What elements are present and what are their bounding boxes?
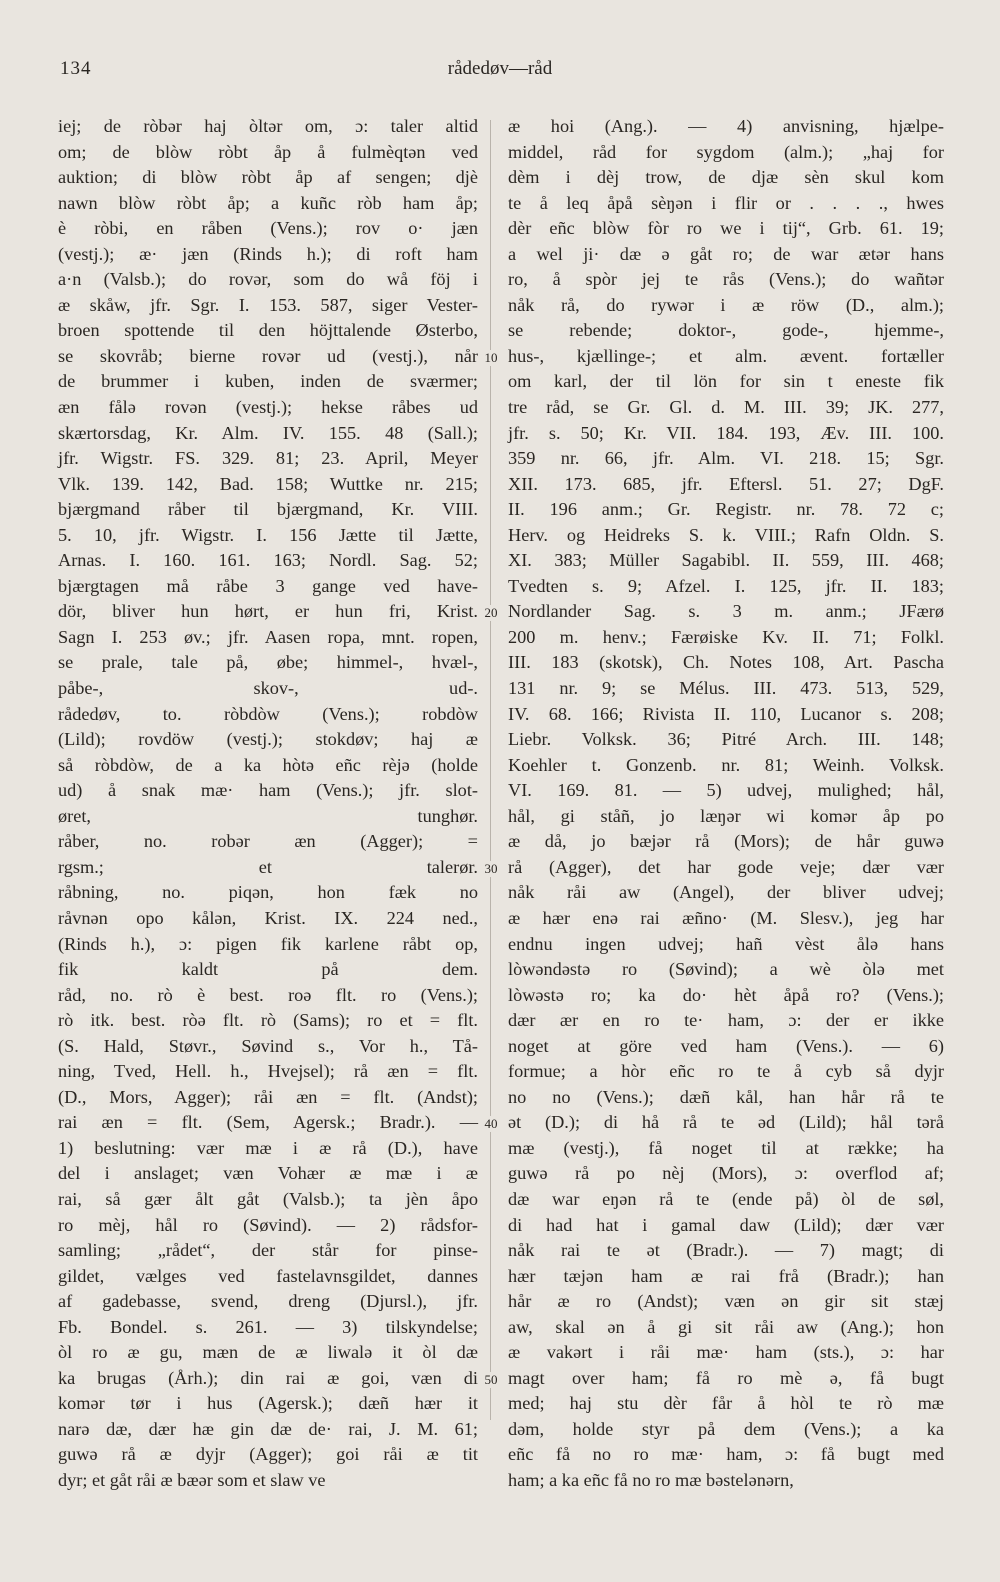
text-line: eñc få no ro mæ· ham, ɔ: få bugt med: [508, 1444, 944, 1465]
text-line: ham; a ka eñc få no ro mæ bəstelənərn,: [508, 1469, 794, 1490]
text-line: æ skåw, jfr. Sgr. I. 153. 587, siger Vester-: [58, 294, 478, 315]
text-line: dær ær en ro te· ham, ɔ: der er ikke: [508, 1010, 944, 1031]
text-line: Fb. Bondel. s. 261. — 3) tilskyndelse;: [58, 1316, 478, 1337]
text-line: òl ro æ gu, mæn de æ liwalə it òl dæ: [58, 1342, 478, 1363]
text-line: rò itk. best. ròə flt. rò (Sams); ro et = flt.: [58, 1010, 478, 1031]
text-line: jfr. s. 50; Kr. VII. 184. 193, Æv. III. 100.: [508, 422, 944, 443]
text-line: Nordlander Sag. s. 3 m. anm.; JFærø: [508, 601, 944, 622]
page-number: 134: [60, 58, 92, 79]
text-line: råbning, no. piqən, hon fæk no: [58, 882, 478, 903]
left-column: [58, 114, 478, 1494]
text-line: hål, gi ståñ, jo læŋər wi komər åp po: [508, 805, 944, 826]
text-line: (Rinds h.), ɔ: pigen fik karlene råbt op,: [58, 933, 478, 954]
text-line: no no (Vens.); dæñ kål, han hår rå te: [508, 1086, 944, 1107]
text-line: magt over ham; få ro mè ə, få bugt: [508, 1367, 944, 1388]
text-line: (vestj.); æ· jæn (Rinds h.); di roft ham: [58, 243, 478, 264]
text-line: påbe-, skov-, ud-.: [58, 678, 478, 699]
text-line: samling; „rådet“, der står for pinse-: [58, 1240, 478, 1261]
text-line: bjærgmand råber til bjærgmand, Kr. VIII.: [58, 499, 478, 520]
text-line: guwə rå æ dyjr (Agger); goi råi æ tit: [58, 1444, 478, 1465]
text-line: råd, no. rò è best. roə flt. ro (Vens.);: [58, 984, 478, 1005]
text-line: nåk rå, do rywər i æ röw (D., alm.);: [508, 294, 944, 315]
text-line: middel, råd for sygdom (alm.); „haj for: [508, 141, 944, 162]
line-number: 30: [479, 861, 503, 877]
text-line: (Lild); rovdöw (vestj.); stokdøv; haj æ: [58, 729, 478, 750]
text-line: dəm, holde styr på dem (Vens.); a ka: [508, 1418, 944, 1439]
text-line: nawn blòw ròbt åp; a kuñc ròb ham åp;: [58, 192, 478, 213]
text-line: æ då, jo bæjər rå (Mors); de hår guwə: [508, 831, 944, 852]
text-line: Herv. og Heidreks S. k. VIII.; Rafn Oldn. S.: [508, 524, 944, 545]
text-line: 200 m. henv.; Færøiske Kv. II. 71; Folkl.: [508, 626, 944, 647]
line-number: 40: [479, 1116, 503, 1132]
text-line: øret, tunghør.: [58, 805, 478, 826]
text-line: se skovråb; bierne rovər ud (vestj.), når: [58, 345, 478, 366]
text-line: Arnas. I. 160. 161. 163; Nordl. Sag. 52;: [58, 550, 478, 571]
text-line: aw, skal ən å gi sit råi aw (Ang.); hon: [508, 1316, 944, 1337]
text-line: guwə rå po nèj (Mors), ɔ: overflod af;: [508, 1163, 944, 1184]
text-line: del i anslaget; væn Vohær æ mæ i æ: [58, 1163, 478, 1184]
text-line: IV. 68. 166; Rivista II. 110, Lucanor s. 208;: [508, 703, 944, 724]
text-line: om; de blòw ròbt åp å fulmèqtən ved: [58, 141, 478, 162]
text-line: se prale, tale på, øbe; himmel-, hvæl-,: [58, 652, 478, 673]
text-line: (D., Mors, Agger); råi æn = flt. (Andst);: [58, 1086, 478, 1107]
text-line: mæ (vestj.), få noget til at række; ha: [508, 1137, 944, 1158]
text-line: auktion; di blòw ròbt åp af sengen; djè: [58, 167, 478, 188]
text-line: dyr; et gåt råi æ bæər som et slaw ve: [58, 1469, 326, 1490]
text-line: rai æn = flt. (Sem, Agersk.; Bradr.). —: [58, 1112, 478, 1133]
text-line: æ hoi (Ang.). — 4) anvisning, hjælpe-: [508, 116, 944, 136]
text-line: nåk rai te ət (Bradr.). — 7) magt; di: [508, 1240, 944, 1261]
text-line: Sagn I. 253 øv.; jfr. Aasen ropa, mnt. ropen,: [58, 626, 478, 647]
text-line: lòwəstə ro; ka do· hèt åpå ro? (Vens.);: [508, 984, 944, 1005]
text-line: nåk råi aw (Angel), der bliver udvej;: [508, 882, 944, 903]
line-number: 20: [479, 605, 503, 621]
text-line: è ròbi, en råben (Vens.); rov o· jæn: [58, 218, 478, 239]
text-line: lòwəndəstə ro (Søvind); a wè òlə met: [508, 959, 944, 980]
text-line: endnu ingen udvej; hañ vèst ålə hans: [508, 933, 944, 954]
text-line: XII. 173. 685, jfr. Eftersl. 51. 27; DgF.: [508, 473, 944, 494]
text-line: dèr eñc blòw fòr ro we i tij“, Grb. 61. 19;: [508, 218, 944, 239]
column-divider: [490, 120, 491, 1420]
text-line: æ hær enə rai æñno· (M. Slesv.), jeg har: [508, 907, 944, 928]
text-line: formue; a hòr eñc ro te å cyb så dyjr: [508, 1061, 944, 1082]
text-line: fik kaldt på dem.: [58, 959, 478, 980]
text-line: (S. Hald, Støvr., Søvind s., Vor h., Tå-: [58, 1035, 478, 1056]
text-line: komər tør i hus (Agersk.); dæñ hær it: [58, 1393, 478, 1414]
text-line: skærtorsdag, Kr. Alm. IV. 155. 48 (Sall.);: [58, 422, 478, 443]
text-line: 131 nr. 9; se Mélus. III. 473. 513, 529,: [508, 678, 944, 699]
text-line: Vlk. 139. 142, Bad. 158; Wuttke nr. 215;: [58, 473, 478, 494]
text-line: tre råd, se Gr. Gl. d. M. III. 39; JK. 277,: [508, 397, 944, 418]
text-line: hær tæjən ham æ rai frå (Bradr.); han: [508, 1265, 944, 1286]
text-line: ro, å spòr jej te rås (Vens.); do wañtər: [508, 269, 944, 290]
text-line: om karl, der til lön for sin t eneste fik: [508, 371, 944, 392]
text-line: II. 196 anm.; Gr. Registr. nr. 78. 72 c;: [508, 499, 944, 520]
text-line: te å leq åpå sèŋən i flir or . . . ., hwes: [508, 192, 944, 213]
text-line: VI. 169. 81. — 5) udvej, mulighed; hål,: [508, 780, 944, 801]
text-line: af gadebasse, svend, dreng (Djursl.), jfr.: [58, 1291, 478, 1312]
text-line: Tvedten s. 9; Afzel. I. 125, jfr. II. 183;: [508, 575, 944, 596]
text-line: di had hat i gamal daw (Lild); dær vær: [508, 1214, 944, 1235]
page-header: [60, 58, 940, 88]
text-line: ning, Tved, Hell. h., Hvejsel); rå æn = flt.: [58, 1061, 478, 1082]
text-line: råber, no. robər æn (Agger); =: [58, 831, 478, 852]
text-line: 359 nr. 66, jfr. Alm. VI. 218. 15; Sgr.: [508, 448, 944, 469]
text-line: rai, så gær ålt gåt (Valsb.); ta jèn åpo: [58, 1188, 478, 1209]
text-line: 5. 10, jfr. Wigstr. I. 156 Jætte til Jætte,: [58, 524, 478, 545]
text-line: XI. 383; Müller Sagabibl. II. 559, III. 468;: [508, 550, 944, 571]
text-line: Liebr. Volksk. 36; Pitré Arch. III. 148;: [508, 729, 944, 750]
text-line: gildet, vælges ved fastelavnsgildet, dannes: [58, 1265, 478, 1286]
text-line: så ròbdòw, de a ka hòtə eñc rèjə (holde: [58, 754, 478, 775]
text-line: se rebende; doktor-, gode-, hjemme-,: [508, 320, 944, 341]
text-line: rådedøv, to. ròbdòw (Vens.); robdòw: [58, 703, 478, 724]
text-line: ət (D.); di hå rå te əd (Lild); hål tərå: [508, 1112, 944, 1133]
text-line: æ vakərt i råi mæ· ham (sts.), ɔ: har: [508, 1342, 944, 1363]
text-line: jfr. Wigstr. FS. 329. 81; 23. April, Meyer: [58, 448, 478, 469]
text-line: ro mèj, hål ro (Søvind). — 2) rådsfor-: [58, 1214, 478, 1235]
text-line: dèm i dèj trow, de djæ sèn skul kom: [508, 167, 944, 188]
text-line: Koehler t. Gonzenb. nr. 81; Weinh. Volksk.: [508, 754, 944, 775]
text-line: æn fålə rovən (vestj.); hekse råbes ud: [58, 397, 478, 418]
text-line: a wel ji· dæ ə gåt ro; de war ætər hans: [508, 243, 944, 264]
line-number: 10: [479, 350, 503, 366]
text-line: rå (Agger), det har gode veje; dær vær: [508, 856, 944, 877]
text-line: råvnən opo kålən, Krist. IX. 224 ned.,: [58, 907, 478, 928]
text-line: narə dæ, dær hæ gin dæ de· rai, J. M. 61;: [58, 1418, 478, 1439]
text-line: III. 183 (skotsk), Ch. Notes 108, Art. Pascha: [508, 652, 944, 673]
text-line: de brummer i kuben, inden de sværmer;: [58, 371, 478, 392]
text-line: hår æ ro (Andst); væn ən gir sit stæj: [508, 1291, 944, 1312]
right-column: [508, 114, 944, 1494]
text-line: dör, bliver hun hørt, er hun fri, Krist.: [58, 601, 478, 622]
text-line: a·n (Valsb.); do rovər, som do wå föj i: [58, 269, 478, 290]
text-line: rgsm.; et talerør.: [58, 856, 478, 877]
text-line: ka brugas (Årh.); din rai æ goi, væn di: [58, 1367, 478, 1388]
running-head: rådedøv—råd: [447, 58, 553, 79]
text-line: med; haj stu dèr får å hòl te rò mæ: [508, 1393, 944, 1414]
text-line: ud) å snak mæ· ham (Vens.); jfr. slot-: [58, 780, 478, 801]
text-line: 1) beslutning: vær mæ i æ rå (D.), have: [58, 1137, 478, 1158]
line-number: 50: [479, 1372, 503, 1388]
text-line: hus-, kjællinge-; et alm. ævent. fortæller: [508, 345, 944, 366]
text-line: broen spottende til den höjttalende Østerbo,: [58, 320, 478, 341]
text-line: dæ war eŋən rå te (ende på) òl de søl,: [508, 1188, 944, 1209]
text-line: iej; de ròbər haj òltər om, ɔ: taler altid: [58, 116, 478, 136]
text-line: bjærgtagen må råbe 3 gange ved have-: [58, 575, 478, 596]
text-line: noget at göre ved ham (Vens.). — 6): [508, 1035, 944, 1056]
